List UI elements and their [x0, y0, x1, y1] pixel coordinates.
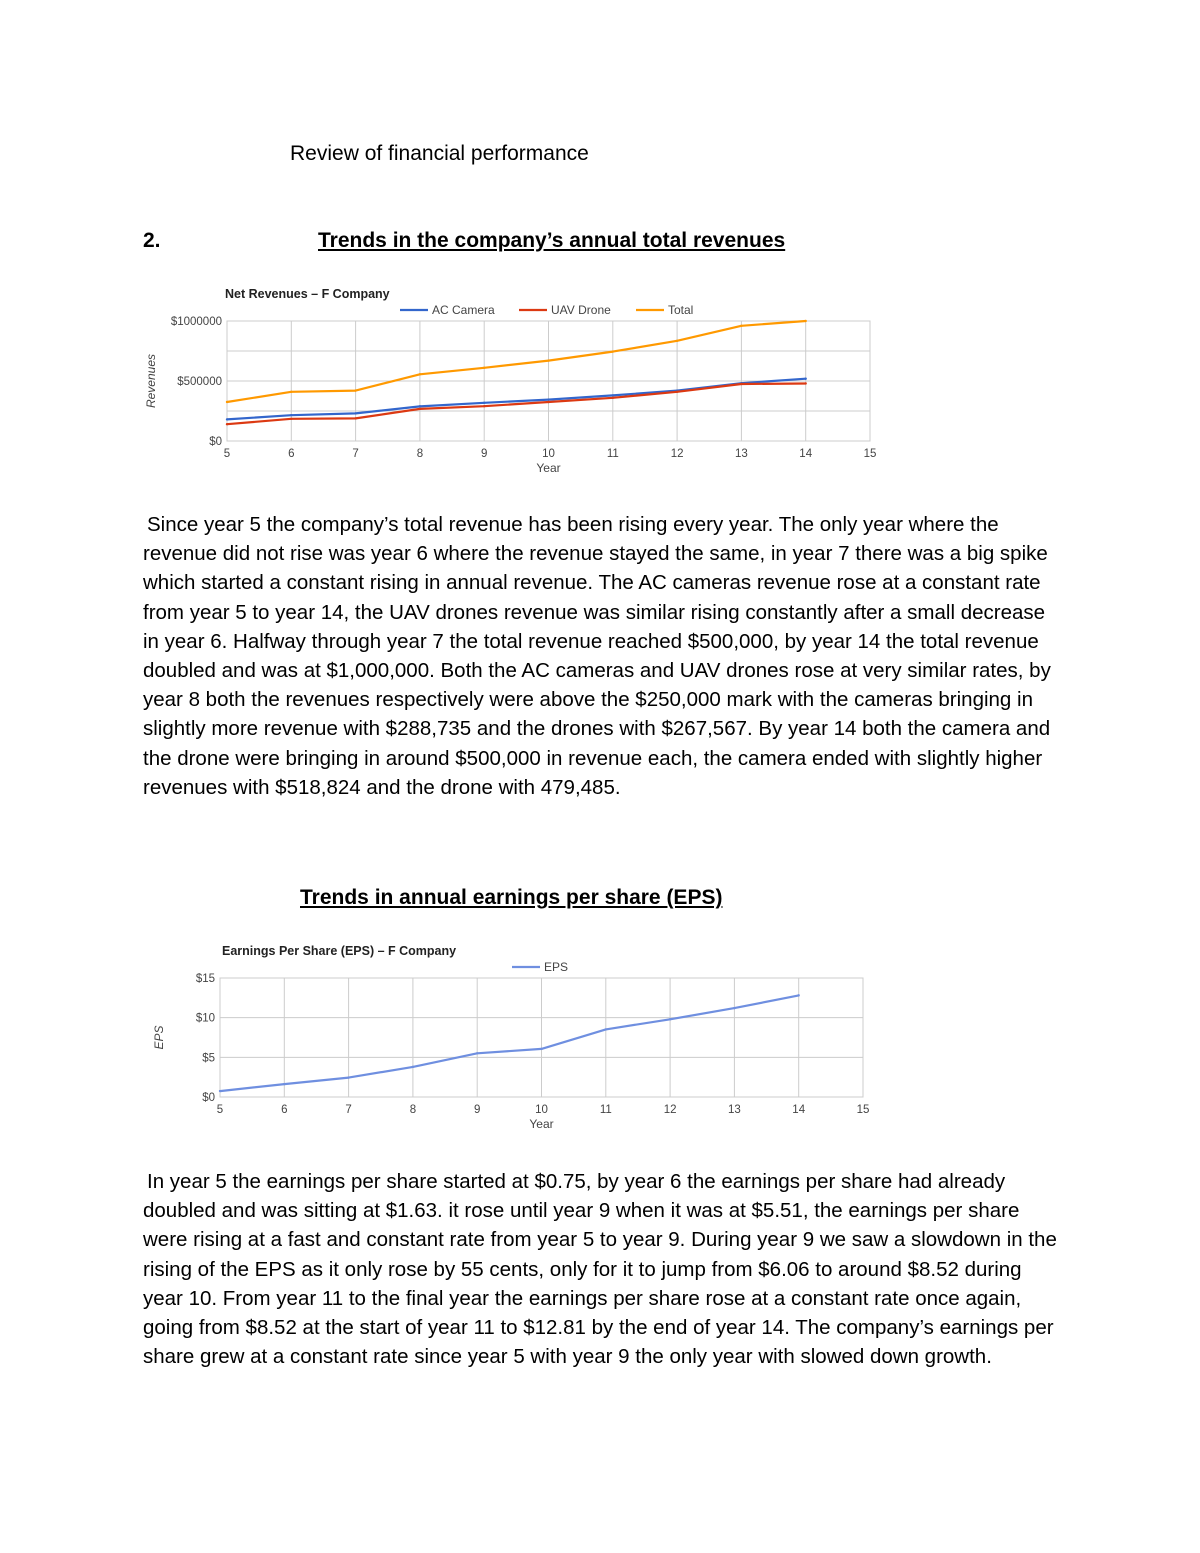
data-point	[283, 1083, 285, 1085]
x-tick-label: 13	[728, 1104, 741, 1116]
y-axis-label: Revenues	[144, 353, 158, 409]
series-line-ac-camera	[227, 379, 806, 420]
data-point	[354, 417, 356, 419]
x-tick-label: 11	[606, 448, 619, 460]
eps-analysis-paragraph: In year 5 the earnings per share started at $0.75, by year 6 the earnings per share had already doubled and was sitting at $1.63. it rose until year 9 when it was at $5.51, the earnings per share were rising at a fast and constant rate from year 5 to year 9. During year 9 we saw a slowdown in the rising of the EPS as it only rose by 55 cents, only for it to jump from $6.06 to around $8.52 during year 10. From year 11 to the final year the earnings per share rose at a constant rate once again, going from $8.52 at the start of year 11 to $12.81 by the end of year 14. The company’s earnings per share grew at a constant rate since year 5 with year 9 the only year with slowed down growth.	[143, 1170, 1057, 1369]
x-tick-label: 12	[663, 1104, 677, 1116]
x-tick-label: 14	[799, 448, 813, 460]
data-point	[483, 367, 485, 369]
data-point	[354, 389, 356, 391]
heading-revenue-trends: Trends in the company’s annual total revenues	[318, 229, 786, 252]
data-point	[805, 378, 807, 380]
y-tick-label: $1000000	[170, 316, 222, 328]
x-tick-label: 7	[352, 448, 359, 460]
x-tick-label: 8	[416, 448, 424, 460]
y-tick-label: $5	[202, 1052, 215, 1065]
data-point	[412, 1066, 414, 1068]
chart-title: Earnings Per Share (EPS) – F Company	[222, 944, 457, 958]
y-tick-label: $500000	[177, 376, 222, 388]
series-line-total	[227, 321, 806, 402]
data-point	[612, 394, 614, 396]
x-tick-label: 5	[223, 448, 231, 460]
x-tick-label: 8	[409, 1104, 417, 1116]
y-axis-label: EPS	[152, 1025, 166, 1050]
data-point	[740, 383, 742, 385]
x-tick-label: 9	[480, 448, 488, 460]
legend-label: UAV Drone	[551, 303, 611, 317]
x-tick-label: 5	[216, 1104, 224, 1116]
y-tick-label: $10	[195, 1012, 215, 1025]
data-point	[605, 1028, 607, 1030]
data-point	[483, 405, 485, 407]
legend-label: Total	[668, 303, 694, 317]
y-tick-label: $15	[195, 973, 215, 985]
x-tick-label: 9	[473, 1104, 481, 1116]
data-point	[733, 1007, 735, 1009]
x-tick-label: 6	[281, 1104, 288, 1116]
x-tick-label: 15	[856, 1104, 870, 1116]
x-tick-label: 7	[345, 1104, 352, 1116]
legend-label: EPS	[544, 960, 569, 974]
net-revenues-chart	[0, 280, 1200, 490]
data-point	[226, 401, 228, 403]
x-tick-label: 12	[670, 448, 684, 460]
data-point	[540, 1048, 542, 1050]
x-tick-label: 11	[599, 1104, 612, 1116]
x-axis-label: Year	[536, 461, 561, 475]
data-point	[612, 397, 614, 399]
y-tick-label: $0	[209, 436, 222, 448]
data-point	[805, 320, 807, 322]
data-point	[805, 382, 807, 384]
x-tick-label: 6	[288, 448, 295, 460]
eps-chart	[0, 940, 1200, 1140]
data-point	[547, 401, 549, 403]
revenue-analysis-paragraph: Since year 5 the company’s total revenue has been rising every year. The only year where the revenue did not rise was year 6 where the revenue stayed the same, in year 7 there was a big spike which started a constant rising in annual revenue. The AC cameras revenue rose at a constant rate from year 5 to year 14, the UAV drones revenue was similar rising constantly after a small decrease in year 6. Halfway through year 7 the total revenue reached $500,000, by year 14 the total revenue doubled and was at $1,000,000. Both the AC cameras and UAV drones rose at very similar rates, by year 8 both the revenues respectively were above the $250,000 mark with the cameras bringing in slightly more revenue with $288,735 and the drones with $267,567. By year 14 both the camera and the drone were bringing in around $500,000 in revenue each, the camera ended with slightly higher revenues with $518,824 and the drone with 479,485.	[143, 513, 1051, 799]
data-point	[676, 391, 678, 393]
x-tick-label: 10	[535, 1104, 548, 1116]
data-point	[419, 408, 421, 410]
legend-label: AC Camera	[432, 303, 495, 317]
x-axis-label: Year	[529, 1117, 554, 1131]
data-point	[219, 1090, 221, 1092]
data-point	[419, 405, 421, 407]
data-point	[226, 418, 228, 420]
page-title: Review of financial performance	[290, 142, 589, 165]
series-line-eps	[220, 995, 799, 1091]
data-point	[676, 340, 678, 342]
data-point	[547, 359, 549, 361]
data-point	[226, 423, 228, 425]
chart-title: Net Revenues – F Company	[225, 287, 390, 301]
data-point	[419, 373, 421, 375]
data-point	[476, 1052, 478, 1054]
data-point	[290, 391, 292, 393]
x-tick-label: 10	[542, 448, 555, 460]
heading-eps-trends: Trends in annual earnings per share (EPS)	[300, 886, 723, 909]
data-point	[483, 402, 485, 404]
data-point	[740, 325, 742, 327]
data-point	[290, 418, 292, 420]
x-tick-label: 13	[735, 448, 748, 460]
section-number: 2.	[143, 229, 161, 252]
data-point	[347, 1076, 349, 1078]
data-point	[612, 350, 614, 352]
x-tick-label: 15	[863, 448, 877, 460]
data-point	[798, 994, 800, 996]
data-point	[354, 412, 356, 414]
series-line-uav-drone	[227, 384, 806, 425]
data-point	[669, 1018, 671, 1020]
x-tick-label: 14	[792, 1104, 806, 1116]
data-point	[547, 398, 549, 400]
y-tick-label: $0	[202, 1092, 215, 1104]
data-point	[290, 414, 292, 416]
